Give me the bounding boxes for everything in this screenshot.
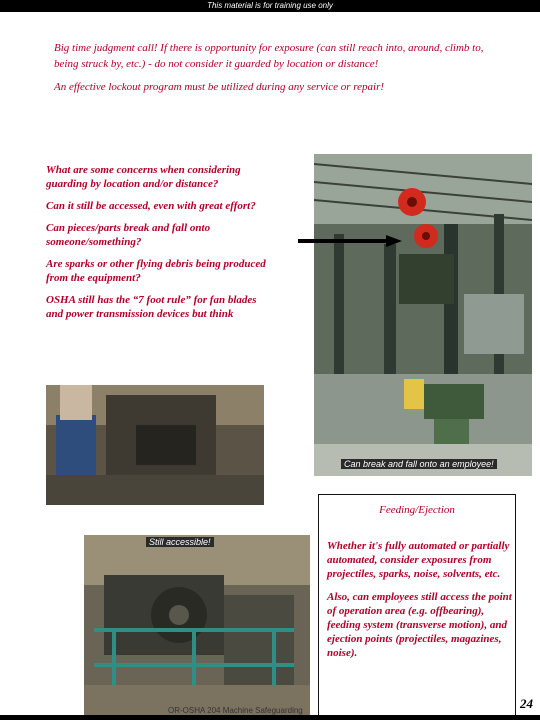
feeding-ejection-paragraph-2: Also, can employees still access the point of operation area (e.g. offbearing), feeding system (transverse motion), and ejection points (projectiles, magazines, noise). [327, 591, 512, 659]
elevated-pulley-photo [314, 154, 532, 476]
intro-text [54, 40, 504, 102]
bottom-bar [0, 715, 540, 720]
worker-near-equipment-photo [46, 385, 264, 505]
concern-item: Can it still be accessed, even with great effort? [46, 200, 256, 212]
page-number: 24 [520, 696, 533, 711]
feeding-ejection-paragraph-1: Whether it's fully automated or partially automated, consider exposures from projectiles, sparks, noise, solvents, etc. [327, 540, 510, 580]
intro-paragraph-1: Big time judgment call! If there is opportunity for exposure (can still reach into, around, climb to, being struck by, etc.) - do not consider it guarded by location or distance! [54, 42, 484, 70]
bottom-left-photo-caption: Still accessible! [146, 537, 214, 547]
feeding-ejection-heading: Feeding/Ejection [379, 504, 455, 516]
top-right-photo-caption: Can break and fall onto an employee! [341, 459, 497, 469]
concerns-list [46, 163, 268, 329]
concern-item: What are some concerns when considering guarding by location and/or distance? [46, 164, 241, 190]
intro-paragraph-2: An effective lockout program must be utilized during any service or repair! [54, 81, 385, 93]
training-notice: This material is for training use only [207, 1, 333, 10]
concern-item: OSHA still has the “7 foot rule” for fan blades and power transmission devices but think [46, 294, 257, 320]
training-notice-bar [0, 0, 540, 12]
pointer-arrow [298, 234, 402, 246]
concern-item: Can pieces/parts break and fall onto someone/something? [46, 222, 211, 248]
feeding-ejection-box [318, 494, 516, 718]
concern-item: Are sparks or other flying debris being produced from the equipment? [46, 258, 266, 284]
course-footer: OR-OSHA 204 Machine Safeguarding [168, 706, 303, 715]
feeding-ejection-body [327, 539, 513, 669]
accessible-machinery-photo [84, 535, 310, 717]
